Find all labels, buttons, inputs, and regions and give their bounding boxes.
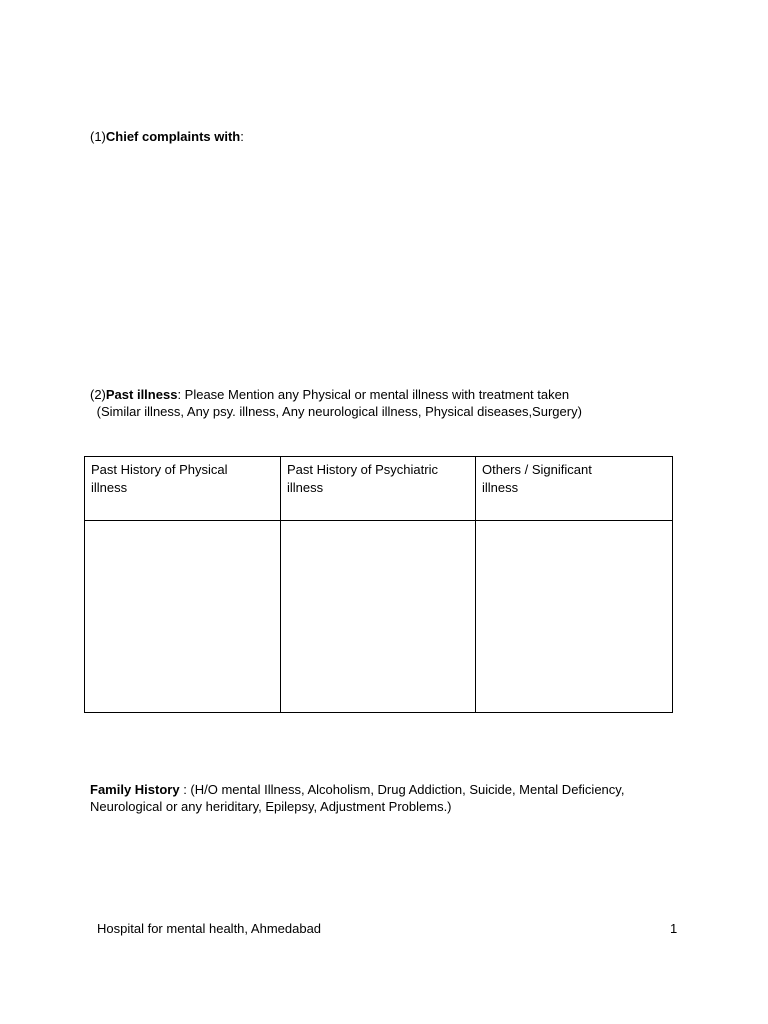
section-number: (2) xyxy=(90,387,106,402)
section-number: (1) xyxy=(90,129,106,144)
chief-complaints-heading xyxy=(90,128,244,145)
section-suffix: : xyxy=(240,129,244,144)
header-cell-others xyxy=(476,457,673,521)
section-text: : Please Mention any Physical or mental illness with treatment taken xyxy=(177,387,570,402)
past-history-table xyxy=(84,456,673,713)
past-illness-heading xyxy=(90,386,569,403)
section-label: Past illness xyxy=(105,387,178,402)
header-cell-psychiatric xyxy=(281,457,476,521)
section-label: Chief complaints with xyxy=(105,129,241,144)
table-row xyxy=(85,521,673,713)
header-cell-physical xyxy=(85,457,281,521)
others-illness-entry-cell[interactable] xyxy=(476,521,673,713)
family-history-line1: : (H/O mental Illness, Alcoholism, Drug Addiction, Suicide, Mental Deficiency, xyxy=(179,782,625,797)
family-history-heading xyxy=(90,781,624,798)
family-history-line2: Neurological or any heriditary, Epilepsy, Adjustment Problems.) xyxy=(90,799,452,814)
table-header-row xyxy=(85,457,673,521)
header-others-label: Others / Significant illness xyxy=(482,462,592,495)
past-illness-note: (Similar illness, Any psy. illness, Any neurological illness, Physical diseases,Surgery) xyxy=(93,404,582,419)
footer-page-number: 1 xyxy=(670,921,678,936)
psychiatric-illness-entry-cell[interactable] xyxy=(281,521,476,713)
header-psychiatric-label: Past History of Psychiatric illness xyxy=(287,462,438,495)
physical-illness-entry-cell[interactable] xyxy=(85,521,281,713)
section-label: Family History xyxy=(90,782,180,797)
header-physical-label: Past History of Physical illness xyxy=(91,462,228,495)
footer-hospital-name: Hospital for mental health, Ahmedabad xyxy=(97,921,322,936)
